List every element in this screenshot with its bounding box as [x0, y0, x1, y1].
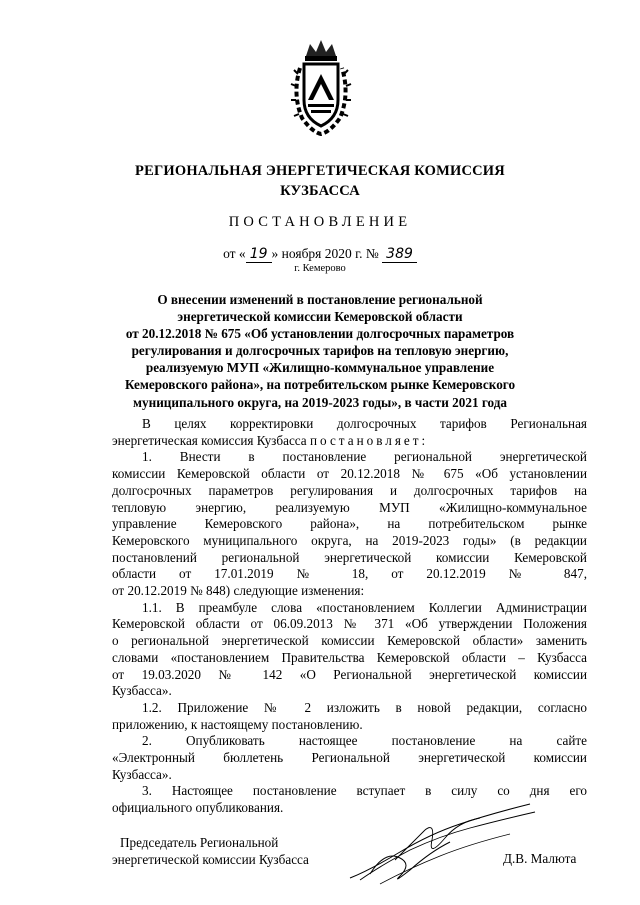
- paragraph-line: от 20.12.2019 № 848) следующие изменения:: [112, 583, 365, 599]
- paragraph-line: Кемеровской области от 06.09.2013 № 371 «Об утверждении Положения: [112, 616, 587, 632]
- date-line: [0, 246, 640, 262]
- coat-of-arms-emblem: [290, 34, 352, 138]
- paragraph-line: 2. Опубликовать настоящее постановление на сайте: [142, 733, 587, 749]
- document-type: ПОСТАНОВЛЕНИЕ: [228, 214, 412, 230]
- resolves-word: постановляет:: [309, 432, 429, 448]
- document-number: 389: [382, 246, 417, 263]
- title-line: муниципального округа, на 2019-2023 годы», в части 2021 года: [133, 394, 507, 410]
- position-line: энергетической комиссии Кузбасса: [112, 852, 309, 867]
- handwritten-signature: [340, 800, 540, 890]
- intro-line: [112, 433, 587, 450]
- org-name-line2: КУЗБАССА: [280, 183, 360, 199]
- paragraph-line: о региональной энергетической комиссии Кемеровской области» заменить: [112, 633, 587, 649]
- signatory-position: [112, 834, 309, 868]
- paragraph-line: комиссии Кемеровской области от 20.12.2018 № 675 «Об установлении: [112, 466, 587, 482]
- paragraph-line: области от 17.01.2019 № 18, от 20.12.2019 № 847,: [112, 566, 587, 582]
- paragraph-line: приложению, к настоящему постановлению.: [112, 716, 363, 732]
- paragraph-line: Кузбасса».: [112, 683, 172, 699]
- paragraph-line: от 19.03.2020 № 142 «О Региональной энергетической комиссии: [112, 666, 587, 682]
- paragraph-line: 1.2. Приложение № 2 изложить в новой редакции, согласно: [142, 699, 587, 715]
- city: г. Кемерово: [294, 263, 346, 274]
- paragraph-line: долгосрочных параметров регулирования и долгосрочных тарифов на: [112, 482, 587, 498]
- org-name-line1: РЕГИОНАЛЬНАЯ ЭНЕРГЕТИЧЕСКАЯ КОМИССИЯ: [135, 163, 505, 179]
- paragraph-line: Кузбасса».: [112, 766, 172, 782]
- paragraph-line: 1. Внести в постановление региональной энергетической: [142, 449, 587, 465]
- title-line: от 20.12.2018 № 675 «Об установлении долгосрочных параметров: [125, 326, 515, 342]
- title-line: регулирования и долгосрочных тарифов на тепловую энергию,: [131, 343, 509, 359]
- paragraph-line: словами «постановлением Правительства Кемеровской области – Кузбасса: [112, 649, 587, 665]
- title-line: реализуемую МУП «Жилищно-коммунальное управление: [145, 360, 495, 376]
- paragraph-line: тепловую энергию, реализуемую МУП «Жилищно-коммунальное: [112, 499, 587, 515]
- paragraph-line: 3. Настоящее постановление вступает в силу со дня его: [142, 783, 587, 799]
- paragraph-line: Кемеровского муниципального округа, на 2019-2023 годы» (в редакции: [112, 532, 587, 548]
- signatory-name: Д.В. Малюта: [503, 851, 577, 866]
- position-line: Председатель Региональной: [120, 835, 279, 850]
- paragraph-line: постановлений региональной энергетической комиссии Кемеровской: [112, 549, 587, 565]
- document-body: [112, 416, 587, 817]
- paragraph-line: управление Кемеровского района», на потребительском рынке: [112, 516, 587, 532]
- title-line: О внесении изменений в постановление региональной: [157, 292, 483, 307]
- title-line: Кемеровского района», на потребительском рынке Кемеровского: [124, 377, 516, 393]
- paragraph-line: 1.1. В преамбуле слова «постановлением Коллегии Администрации: [142, 599, 587, 615]
- date-day: 19: [246, 246, 272, 263]
- paragraph-line: «Электронный бюллетень Региональной энергетической комиссии: [112, 750, 587, 766]
- intro-text: энергетическая комиссия Кузбасса: [112, 432, 307, 448]
- document-title: [80, 291, 560, 411]
- date-prefix: от «: [223, 246, 246, 261]
- date-mid: » ноября 2020 г. №: [271, 246, 379, 261]
- intro-line: В целях корректировки долгосрочных тарифов Региональная: [142, 416, 587, 431]
- paragraph-line: официального опубликования.: [112, 800, 284, 816]
- title-line: энергетической комиссии Кемеровской области: [177, 309, 463, 325]
